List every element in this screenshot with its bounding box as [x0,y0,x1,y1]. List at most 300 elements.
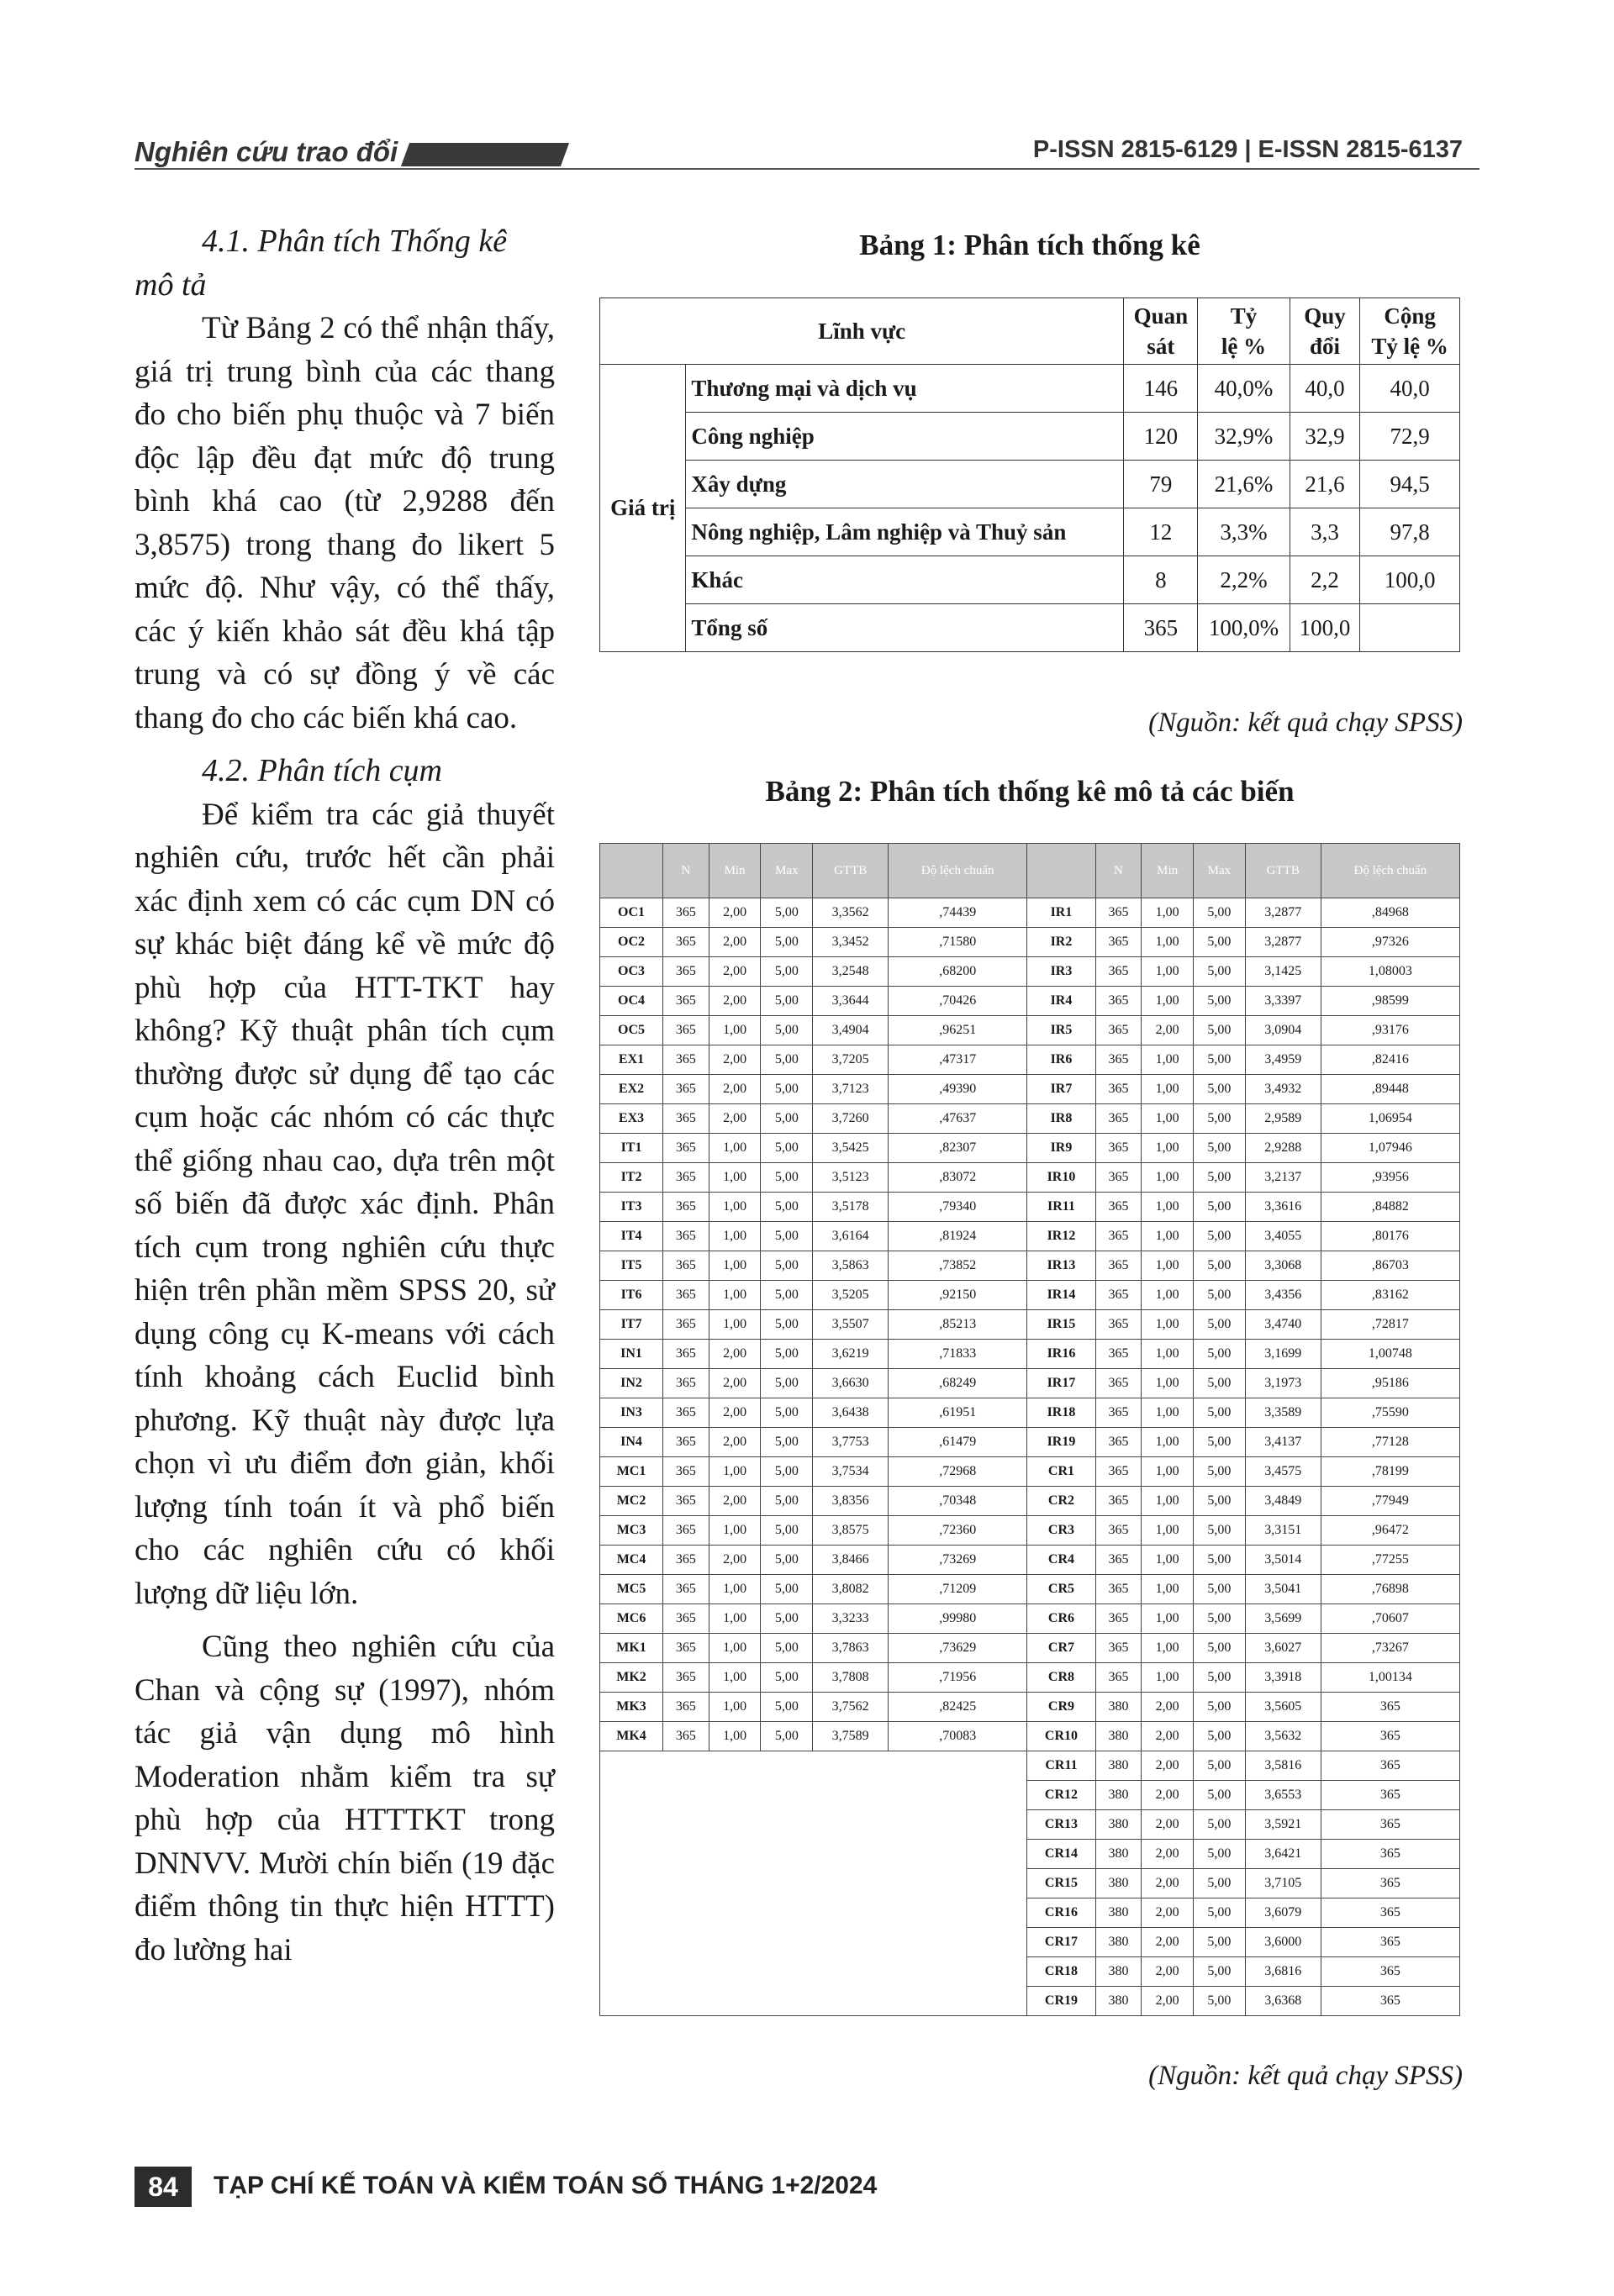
table2-cell: 380 [1095,1957,1142,1987]
table2-cell: 2,00 [709,1369,761,1398]
variable-name: MK4 [600,1722,663,1751]
paragraph-2: Để kiểm tra các giả thuyết nghiên cứu, trước hết cần phải xác định xem có các cụm DN có sự khác biệt đáng kể về mức độ phù hợp của HTT-TKT hay không? Kỹ thuật phân tích cụm thường được sử dụng để tạo các cụm hoặc các nhóm có các thực thể giống nhau cao, dựa trên một số biến đã được xác định. Phân tích cụm trong nghiên cứu thực hiện trên phần mềm SPSS 20, sử dụng công cụ K-means với cách tính khoảng cách Euclid bình phương. Kỹ thuật này được lựa chọn vì ưu điểm đơn giản, khối lượng tính toán ít và phổ biến cho các nghiên cứu có khối lượng dữ liệu lớn. [134,797,555,1611]
table2-cell: 2,00 [709,1428,761,1457]
table2-cell: 1,00 [1142,928,1194,957]
table2-cell: 5,00 [1194,1987,1246,2016]
table2-cell: 5,00 [1194,1457,1246,1487]
table2-cell: 365 [1095,1663,1142,1693]
table2-cell: ,71580 [889,928,1027,957]
table2-cell: 5,00 [761,1222,813,1251]
table2-cell: ,82307 [889,1134,1027,1163]
variable-name: EX3 [600,1104,663,1134]
variable-name: IR17 [1027,1369,1095,1398]
table2-cell: 365 [1095,1310,1142,1340]
table2-cell: ,79340 [889,1193,1027,1222]
table2-cell: 3,7753 [813,1428,889,1457]
variable-name: IR11 [1027,1193,1095,1222]
table2-cell: ,72968 [889,1457,1027,1487]
table2-row [600,1693,1460,1722]
table2-cell: 365 [1095,1428,1142,1457]
table2-cell: 3,7534 [813,1457,889,1487]
table2-cell: 3,3562 [813,898,889,928]
variable-name: IR18 [1027,1398,1095,1428]
table2-cell: 2,00 [1142,1987,1194,2016]
table2-cell: 5,00 [1194,957,1246,987]
variable-name: IR16 [1027,1340,1095,1369]
table2-cell: 1,00 [1142,1604,1194,1634]
table2-cell: ,73629 [889,1634,1027,1663]
table2-cell: 5,00 [761,1045,813,1075]
table2-cell: 3,6000 [1245,1928,1321,1957]
table2-cell: 1,00 [709,1663,761,1693]
variable-name: IT2 [600,1163,663,1193]
table2-cell: 3,5863 [813,1251,889,1281]
table2-cell: 365 [1321,1781,1459,1810]
table1-cell-valid: 32,9 [1290,413,1360,461]
table2-cell: 5,00 [761,1634,813,1663]
table2-cell: 365 [663,957,709,987]
table2-cell: 3,3589 [1245,1398,1321,1428]
table2-cell: 2,00 [709,1398,761,1428]
table2-cell: 3,8082 [813,1575,889,1604]
page-number: 84 [134,2167,192,2207]
variable-name: CR1 [1027,1457,1095,1487]
table2-cell: 365 [663,898,709,928]
variable-name: MC6 [600,1604,663,1634]
table2-cell: 365 [1095,1634,1142,1663]
table2-cell: 3,5507 [813,1310,889,1340]
table2-cell: 365 [1095,1340,1142,1369]
table2-cell: 5,00 [1194,1546,1246,1575]
table2-cell: 365 [663,1340,709,1369]
table1-row [600,461,1460,508]
table2-cell: ,92150 [889,1281,1027,1310]
table2-cell: 2,00 [1142,1840,1194,1869]
table2-cell: ,71833 [889,1340,1027,1369]
variable-name: IR12 [1027,1222,1095,1251]
table1-cell-label: Nông nghiệp, Lâm nghiệp và Thuỷ sản [686,508,1124,556]
table2-cell: 2,00 [709,928,761,957]
table2-cell: ,93956 [1321,1163,1459,1193]
table2-cell: 1,00 [1142,898,1194,928]
table2-row [600,957,1460,987]
table2-cell: 1,00 [709,1310,761,1340]
table1-cell-label: Khác [686,556,1124,604]
table2-row [600,1193,1460,1222]
table1-cell-n: 12 [1124,508,1198,556]
table2-row [600,1546,1460,1575]
table2-cell: 5,00 [761,1457,813,1487]
table2-cell: 3,4137 [1245,1428,1321,1457]
table2-cell: 3,7589 [813,1722,889,1751]
table2-cell: 365 [1095,1222,1142,1251]
table2-cell: 2,00 [1142,1957,1194,1987]
variable-name: IR4 [1027,987,1095,1016]
table2-cell: ,82416 [1321,1045,1459,1075]
table2-row [600,1604,1460,1634]
table2-cell: 365 [663,1546,709,1575]
table1-cell-label: Công nghiệp [686,413,1124,461]
table1-row [600,508,1460,556]
variable-name: CR15 [1027,1869,1095,1898]
table2-cell: 365 [1321,1869,1459,1898]
variable-name: IR13 [1027,1251,1095,1281]
table2-cell: 3,1973 [1245,1369,1321,1398]
variable-name: MK1 [600,1634,663,1663]
variable-name: OC5 [600,1016,663,1045]
table1-cell-pct: 32,9% [1198,413,1290,461]
variable-name: IR7 [1027,1075,1095,1104]
table2-cell: 365 [1095,1251,1142,1281]
group-label: Giá trị [600,365,686,652]
table2-cell: 1,00 [1142,1340,1194,1369]
variable-name: IT6 [600,1281,663,1310]
table2-cell: ,70083 [889,1722,1027,1751]
table2-cell: 5,00 [1194,1840,1246,1869]
table2-cell: 5,00 [1194,1869,1246,1898]
table2-cell: 365 [663,1634,709,1663]
table2-cell: ,81924 [889,1222,1027,1251]
table1-cell-cum: 100,0 [1360,556,1460,604]
table2-cell: ,71209 [889,1575,1027,1604]
table2-cell: ,73267 [1321,1634,1459,1663]
table2-cell: 2,00 [709,1487,761,1516]
table2-row [600,1045,1460,1075]
table2-cell: 3,7808 [813,1663,889,1693]
table2-cell: 5,00 [761,1575,813,1604]
table2-cell: 380 [1095,1781,1142,1810]
table2-cell: 1,00 [1142,1134,1194,1163]
table2-cell: 1,00748 [1321,1340,1459,1369]
table2-cell: 380 [1095,1840,1142,1869]
table2-cell: 1,00 [1142,1457,1194,1487]
table2-cell: 2,00 [709,987,761,1016]
table2-row [600,1428,1460,1457]
table2-cell: 3,4356 [1245,1281,1321,1310]
variable-name: CR9 [1027,1693,1095,1722]
variable-name: IN1 [600,1340,663,1369]
table2-cell: 3,4959 [1245,1045,1321,1075]
header-quy-doi: Quy đổi [1290,298,1360,365]
table2-cell: 2,00 [709,957,761,987]
table2-cell: 365 [663,1163,709,1193]
variable-name: OC4 [600,987,663,1016]
table2-row [600,1575,1460,1604]
variable-name: IN2 [600,1369,663,1398]
table2-cell: 5,00 [1194,1310,1246,1340]
variable-name: CR6 [1027,1604,1095,1634]
table2-cell: 3,2877 [1245,898,1321,928]
table2-cell: 380 [1095,1722,1142,1751]
table2-cell: 380 [1095,1898,1142,1928]
table2-cell: ,93176 [1321,1016,1459,1045]
table2-cell: 2,00 [1142,1722,1194,1751]
table2-cell: 5,00 [761,1487,813,1516]
table2-cell: 2,00 [709,1340,761,1369]
table2-cell: ,68249 [889,1369,1027,1398]
table2-cell: 1,00 [1142,1575,1194,1604]
table2-cell: 380 [1095,1751,1142,1781]
table2-cell: 3,5425 [813,1134,889,1163]
table2-cell: 365 [1095,1163,1142,1193]
section-title: Nghiên cứu trao đổi [134,136,398,167]
table2-cell: ,77949 [1321,1487,1459,1516]
table2-cell: 5,00 [761,987,813,1016]
table2-header-cell: Độ lệch chuẩn [889,844,1027,898]
table2-cell: 3,3452 [813,928,889,957]
variable-name: IR19 [1027,1428,1095,1457]
table2-cell: 365 [1095,1369,1142,1398]
table2-cell: 1,00 [1142,1310,1194,1340]
table2-cell: 1,00 [709,1516,761,1546]
table2-cell: ,84882 [1321,1193,1459,1222]
table2-cell: ,49390 [889,1075,1027,1104]
table2-cell: 5,00 [1194,1663,1246,1693]
table2-cell: 365 [1095,1104,1142,1134]
table2-row [600,1340,1460,1369]
table2-cell: 5,00 [761,1722,813,1751]
table2-cell: 2,00 [709,898,761,928]
table1-cell-cum [1360,604,1460,652]
paragraph-3: Cũng theo nghiên cứu của Chan và cộng sự (1997), nhóm tác giả vận dụng mô hình Moderation nhằm kiểm tra sự phù hợp của HTTTKT trong DNNVV. Mười chín biến (19 đặc điểm thông tin thực hiện HTTT) đo lường hai [134,1630,555,1967]
table2-cell: 1,00 [1142,1516,1194,1546]
table2-cell: 5,00 [761,1398,813,1428]
table2-cell: 365 [1095,987,1142,1016]
variable-name: IR6 [1027,1045,1095,1075]
table2-cell: 2,9589 [1245,1104,1321,1134]
table2-cell: 5,00 [1194,1016,1246,1045]
table2-cell: ,99980 [889,1604,1027,1634]
table1-cell-label: Tổng số [686,604,1124,652]
table2-cell: 5,00 [1194,1193,1246,1222]
table2-cell: 1,00 [709,1634,761,1663]
table2-cell: 3,1425 [1245,957,1321,987]
table2 [599,843,1460,2016]
table2-cell: 5,00 [761,1604,813,1634]
table2-cell: 3,7260 [813,1104,889,1134]
table2-cell: 380 [1095,1810,1142,1840]
table1-title: Bảng 1: Phân tích thống kê [859,229,1200,261]
table2-cell: 5,00 [761,1193,813,1222]
table2-cell: 5,00 [1194,1487,1246,1516]
variable-name: CR4 [1027,1546,1095,1575]
table2-cell: ,70348 [889,1487,1027,1516]
table2-cell: 365 [1321,1693,1459,1722]
table2-cell: 3,3233 [813,1604,889,1634]
table2-cell: 365 [1095,928,1142,957]
table2-cell: 5,00 [761,1546,813,1575]
table2-row [600,1457,1460,1487]
table2-cell: 5,00 [1194,1604,1246,1634]
variable-name: MK3 [600,1693,663,1722]
table2-cell: ,61951 [889,1398,1027,1428]
table2-source: (Nguồn: kết quả chạy SPSS) [1148,2061,1463,2091]
table2-cell: ,73269 [889,1546,1027,1575]
table2-cell: 365 [1095,898,1142,928]
table2-cell: 2,00 [709,1075,761,1104]
table2-header-cell: N [663,844,709,898]
header-rule [134,168,1480,170]
table2-cell: 5,00 [761,1016,813,1045]
table2-cell: 365 [1321,1957,1459,1987]
table2-cell: ,68200 [889,957,1027,987]
table2-cell: 1,00 [709,1163,761,1193]
table2-cell: 365 [663,928,709,957]
table2-header-cell: Max [1194,844,1246,898]
table2-cell: 1,06954 [1321,1104,1459,1134]
table2-row [600,1163,1460,1193]
table2-cell: 380 [1095,1928,1142,1957]
table2-cell: 365 [663,1693,709,1722]
table2-header-cell [600,844,663,898]
table2-cell: 5,00 [1194,1340,1246,1369]
table2-cell: 3,4932 [1245,1075,1321,1104]
table2-cell: 1,00 [709,1016,761,1045]
table2-cell: 365 [1095,957,1142,987]
table2-cell: 365 [663,1604,709,1634]
table2-row [600,928,1460,957]
table2-cell: 5,00 [1194,1957,1246,1987]
table2-cell: 3,6164 [813,1222,889,1251]
table2-cell: ,61479 [889,1428,1027,1457]
table2-row [600,987,1460,1016]
variable-name: IT4 [600,1222,663,1251]
table2-cell: 1,00 [1142,1163,1194,1193]
table2-cell: 1,00 [1142,1104,1194,1134]
table2-cell: 3,4575 [1245,1457,1321,1487]
table2-cell: 3,2548 [813,957,889,987]
table1-cell-valid: 21,6 [1290,461,1360,508]
table2-cell: 3,5816 [1245,1751,1321,1781]
table1-cell-label: Xây dựng [686,461,1124,508]
table2-row [600,1134,1460,1163]
table2-cell: 3,7123 [813,1075,889,1104]
table2-cell: ,85213 [889,1310,1027,1340]
table2-row [600,1016,1460,1045]
table2-cell: 3,3918 [1245,1663,1321,1693]
table2-cell: 1,00 [709,1222,761,1251]
table2-cell: ,80176 [1321,1222,1459,1251]
variable-name: CR8 [1027,1663,1095,1693]
table2-cell: 365 [663,1016,709,1045]
table2-cell: 2,00 [1142,1869,1194,1898]
table2-cell: 3,5178 [813,1193,889,1222]
table2-cell: 380 [1095,1987,1142,2016]
table2-header-cell: GTTB [1245,844,1321,898]
table2-cell: ,78199 [1321,1457,1459,1487]
table2-cell: ,76898 [1321,1575,1459,1604]
table2-cell: ,97326 [1321,928,1459,957]
table2-row [600,1487,1460,1516]
table2-cell: ,98599 [1321,987,1459,1016]
table2-cell: 1,00 [1142,987,1194,1016]
table2-cell: 3,6553 [1245,1781,1321,1810]
table1-cell-cum: 40,0 [1360,365,1460,413]
table2-cell: 365 [1095,1487,1142,1516]
table2-cell: 365 [663,1369,709,1398]
table2-cell: 1,00 [709,1722,761,1751]
table2-cell: ,77255 [1321,1546,1459,1575]
variable-name: CR5 [1027,1575,1095,1604]
table2-cell: 365 [663,1722,709,1751]
table1-cell-valid: 2,2 [1290,556,1360,604]
table1-row [600,365,1460,413]
table2-cell: 365 [663,987,709,1016]
table2-cell: 3,2877 [1245,928,1321,957]
variable-name: OC2 [600,928,663,957]
table2-cell: 365 [1095,1398,1142,1428]
header-quan-sat: Quan sát [1124,298,1198,365]
table1-row [600,413,1460,461]
table2-cell: 5,00 [1194,1163,1246,1193]
table1-cell-n: 365 [1124,604,1198,652]
table2-cell: ,83162 [1321,1281,1459,1310]
table2-cell: 5,00 [761,1075,813,1104]
variable-name: OC1 [600,898,663,928]
table2-cell: 5,00 [761,1369,813,1398]
table2-cell: 2,00 [709,1045,761,1075]
table2-row [600,1398,1460,1428]
table2-cell: 5,00 [1194,1428,1246,1457]
heading-4-2: 4.2. Phân tích cụm [202,753,443,788]
table2-cell: 2,00 [1142,1693,1194,1722]
table2-cell: 365 [663,1516,709,1546]
table2-row [600,1310,1460,1340]
header-cong-ty-le: Cộng Tỷ lệ % [1360,298,1460,365]
table2-cell: 5,00 [761,928,813,957]
table2-cell: 1,00 [1142,1045,1194,1075]
table2-title: Bảng 2: Phân tích thống kê mô tả các biến [765,775,1295,808]
table2-cell: 3,6816 [1245,1957,1321,1987]
table2-row [600,1634,1460,1663]
table2-row [600,1251,1460,1281]
table2-cell: ,77128 [1321,1428,1459,1457]
variable-name: IR3 [1027,957,1095,987]
variable-name: CR11 [1027,1751,1095,1781]
table2-cell: 365 [1095,1516,1142,1546]
table2-cell: 365 [1321,1751,1459,1781]
variable-name: IT3 [600,1193,663,1222]
table2-cell: 3,5921 [1245,1810,1321,1840]
table2-cell: 3,7562 [813,1693,889,1722]
table2-cell: 3,4055 [1245,1222,1321,1251]
table2-header-cell: GTTB [813,844,889,898]
table1-cell-valid: 40,0 [1290,365,1360,413]
table2-cell: 1,00 [1142,957,1194,987]
paragraph-1: Từ Bảng 2 có thể nhận thấy, giá trị trung bình của các thang đo cho biến phụ thuộc và 7 biến độc lập đều đạt mức độ trung bình khá cao (từ 2,9288 đến 3,8575) trong thang đo likert 5 mức độ. Như vậy, có thể thấy, các ý kiến khảo sát đều khá tập trung và có sự đồng ý về các thang đo cho các biến khá cao. [134,311,555,735]
table2-cell: 5,00 [761,1428,813,1457]
table2-cell: 365 [663,1428,709,1457]
table2-cell: 3,1699 [1245,1340,1321,1369]
table1-row [600,556,1460,604]
table2-cell: ,83072 [889,1163,1027,1193]
variable-name: IN4 [600,1428,663,1457]
table2-cell: 5,00 [761,1163,813,1193]
table2-cell: 5,00 [761,957,813,987]
table1-cell-pct: 21,6% [1198,461,1290,508]
table2-cell: 365 [1321,1810,1459,1840]
table2-row [600,1281,1460,1310]
table2-cell: ,82425 [889,1693,1027,1722]
table1-cell-valid: 100,0 [1290,604,1360,652]
table2-cell: ,96251 [889,1016,1027,1045]
table2-cell: 3,5605 [1245,1693,1321,1722]
table2-cell: 5,00 [1194,1369,1246,1398]
table2-cell: 3,5205 [813,1281,889,1310]
journal-name: TẠP CHÍ KẾ TOÁN VÀ KIỂM TOÁN SỐ THÁNG 1+2/2024 [214,2172,878,2199]
table2-cell: 5,00 [1194,1045,1246,1075]
table2-cell: 5,00 [761,1340,813,1369]
